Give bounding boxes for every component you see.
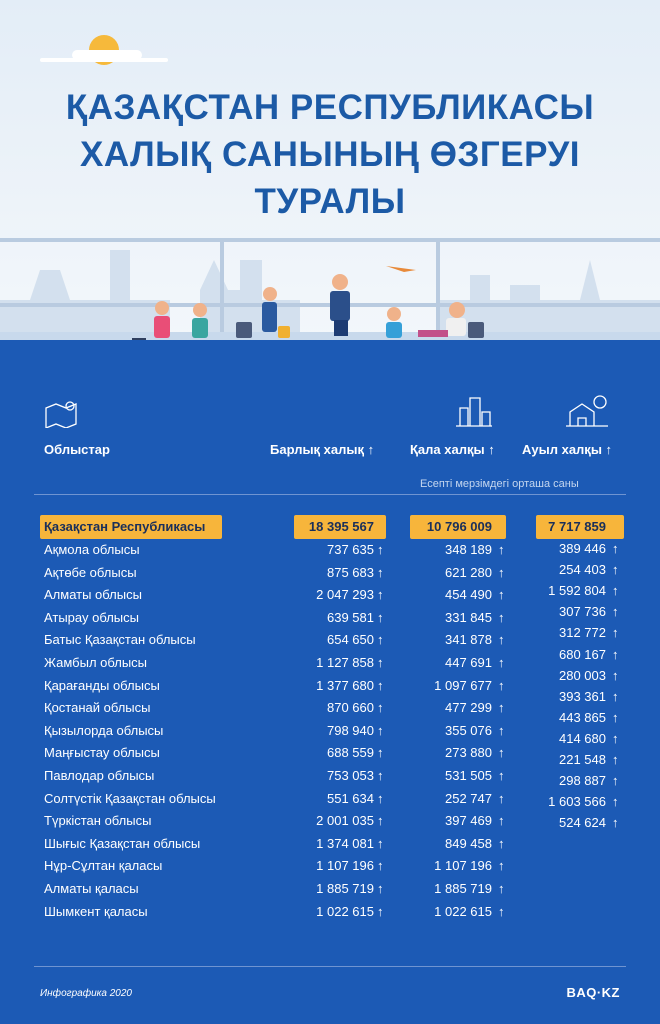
region-total: 551 634 xyxy=(327,790,374,806)
total-row-rural: 7 717 859 xyxy=(548,519,606,534)
total-row-total: 18 395 567 xyxy=(308,519,374,534)
cloud-icon xyxy=(72,50,142,60)
region-urban: 252 747 xyxy=(445,790,492,806)
column-header-regions: Облыстар xyxy=(44,442,110,457)
person-icon: ↑ xyxy=(612,667,619,683)
region-total: 654 650 xyxy=(327,632,374,648)
person-icon: ↑ xyxy=(377,609,384,625)
person-icon: ↑ xyxy=(498,858,505,874)
person-icon: ↑ xyxy=(612,604,619,620)
region-total: 1 377 680 xyxy=(316,677,374,693)
person-icon: ↑ xyxy=(498,700,505,716)
person-icon: ↑ xyxy=(377,813,384,829)
region-total: 1 374 081 xyxy=(316,835,374,851)
region-total: 2 001 035 xyxy=(316,813,374,829)
person-icon: ↑ xyxy=(367,442,375,457)
rural-value: 414 680 xyxy=(559,730,606,746)
person-icon: ↑ xyxy=(377,722,384,738)
region-name: Шымкент қаласы xyxy=(44,903,148,919)
region-urban: 1 107 196 xyxy=(434,858,492,874)
region-urban: 849 458 xyxy=(445,835,492,851)
person-icon: ↑ xyxy=(498,655,505,670)
person-icon: ↑ xyxy=(498,542,505,557)
map-icon xyxy=(44,398,84,428)
region-total: 2 047 293 xyxy=(316,587,374,603)
person-icon: ↑ xyxy=(377,677,384,693)
column-header-urban-label: Қала халқы xyxy=(410,442,485,457)
title-line-1: ҚАЗАҚСТАН РЕСПУБЛИКАСЫ xyxy=(65,88,595,127)
person-icon: ↑ xyxy=(612,688,619,704)
region-urban: 348 189 xyxy=(445,542,492,557)
city-icon xyxy=(454,394,494,428)
rural-value: 393 361 xyxy=(559,688,606,704)
person-icon: ↑ xyxy=(612,752,619,767)
region-urban: 1 885 719 xyxy=(434,881,492,896)
region-name: Түркістан облысы xyxy=(44,813,152,829)
rural-value: 312 772 xyxy=(559,625,606,641)
column-header-total xyxy=(270,442,374,457)
person-icon: ↑ xyxy=(377,903,384,919)
region-urban: 331 845 xyxy=(445,609,492,625)
region-name: Шығыс Қазақстан облысы xyxy=(44,835,201,851)
average-note: Есепті мерзімдегі орташа саны xyxy=(420,478,579,490)
rural-value: 389 446 xyxy=(559,541,606,556)
person-icon: ↑ xyxy=(498,903,505,919)
page-title xyxy=(0,84,660,225)
rural-value: 307 736 xyxy=(559,604,606,620)
column-header-rural-label: Ауыл халқы xyxy=(522,442,602,457)
region-urban: 447 691 xyxy=(445,655,492,670)
footer-divider xyxy=(34,966,626,967)
region-name: Алматы қаласы xyxy=(44,881,139,896)
region-urban: 1 097 677 xyxy=(434,677,492,693)
floor xyxy=(0,332,660,340)
person-icon: ↑ xyxy=(612,583,619,599)
person-icon: ↑ xyxy=(498,564,505,580)
person-icon: ↑ xyxy=(498,881,505,896)
rural-value: 280 003 xyxy=(559,667,606,683)
person-icon: ↑ xyxy=(612,815,619,831)
person-icon: ↑ xyxy=(612,625,619,641)
region-total: 737 635 xyxy=(327,542,374,557)
person-icon: ↑ xyxy=(377,700,384,716)
person-icon: ↑ xyxy=(605,442,613,457)
region-name: Ақмола облысы xyxy=(44,542,140,557)
person-icon: ↑ xyxy=(612,646,619,662)
person-icon: ↑ xyxy=(377,655,384,670)
region-urban: 397 469 xyxy=(445,813,492,829)
person-icon: ↑ xyxy=(498,587,505,603)
header-divider xyxy=(34,494,626,495)
region-name: Жамбыл облысы xyxy=(44,655,148,670)
person-icon: ↑ xyxy=(377,858,384,874)
person-icon: ↑ xyxy=(498,722,505,738)
region-total: 1 107 196 xyxy=(316,858,374,874)
rural-value: 524 624 xyxy=(559,815,606,831)
region-name: Солтүстік Қазақстан облысы xyxy=(44,790,216,806)
person-icon: ↑ xyxy=(612,773,619,789)
region-urban: 355 076 xyxy=(445,722,492,738)
person-icon: ↑ xyxy=(377,790,384,806)
region-urban: 621 280 xyxy=(445,564,492,580)
header-illustration xyxy=(0,0,660,340)
region-urban: 477 299 xyxy=(445,700,492,716)
village-icon xyxy=(564,392,610,428)
region-name: Қызылорда облысы xyxy=(44,722,164,738)
region-total: 1 127 858 xyxy=(316,655,374,670)
region-urban: 1 022 615 xyxy=(434,903,492,919)
region-total: 639 581 xyxy=(327,609,374,625)
region-urban: 273 880 xyxy=(445,745,492,761)
person-icon: ↑ xyxy=(498,835,505,851)
person-icon: ↑ xyxy=(612,730,619,746)
region-name: Қарағанды облысы xyxy=(44,677,160,693)
rural-value: 1 592 804 xyxy=(548,583,606,599)
person-icon: ↑ xyxy=(612,562,619,578)
region-total: 688 559 xyxy=(327,745,374,761)
person-icon: ↑ xyxy=(377,564,384,580)
region-name: Атырау облысы xyxy=(44,609,139,625)
region-name: Нұр-Сұлтан қаласы xyxy=(44,858,163,874)
total-row-name: Қазақстан Республикасы xyxy=(44,519,206,534)
person-icon: ↑ xyxy=(488,442,495,457)
column-header-urban xyxy=(410,442,495,457)
region-urban: 531 505 xyxy=(445,768,492,783)
region-total: 753 053 xyxy=(327,768,374,783)
person-icon: ↑ xyxy=(498,632,505,648)
region-total: 1 885 719 xyxy=(316,881,374,896)
title-line-2: ХАЛЫҚ САНЫНЫҢ ӨЗГЕРУІ xyxy=(80,135,580,174)
region-urban: 341 878 xyxy=(445,632,492,648)
person-icon: ↑ xyxy=(377,542,384,557)
person-icon: ↑ xyxy=(377,881,384,896)
person-icon: ↑ xyxy=(377,632,384,648)
region-urban: 454 490 xyxy=(445,587,492,603)
airplane-icon xyxy=(386,266,416,272)
rural-value: 298 887 xyxy=(559,773,606,789)
person-icon: ↑ xyxy=(377,745,384,761)
person-icon: ↑ xyxy=(498,677,505,693)
rural-value: 221 548 xyxy=(559,752,606,767)
rural-value: 680 167 xyxy=(559,646,606,662)
total-row-urban: 10 796 009 xyxy=(426,519,492,534)
person-icon: ↑ xyxy=(612,541,619,556)
region-name: Ақтөбе облысы xyxy=(44,564,137,580)
column-header-rural xyxy=(522,442,612,457)
person-icon: ↑ xyxy=(498,745,505,761)
person-icon: ↑ xyxy=(612,709,619,725)
title-line-3: ТУРАЛЫ xyxy=(254,182,406,221)
rural-value: 1 603 566 xyxy=(548,794,606,810)
rural-value: 443 865 xyxy=(559,709,606,725)
region-name: Алматы облысы xyxy=(44,587,142,603)
region-name: Маңғыстау облысы xyxy=(44,745,160,761)
region-total: 870 660 xyxy=(327,700,374,716)
column-header-total-label: Барлық халық xyxy=(270,442,364,457)
region-name: Қостанай облысы xyxy=(44,700,151,716)
person-icon: ↑ xyxy=(377,587,384,603)
person-icon: ↑ xyxy=(377,768,384,783)
person-icon: ↑ xyxy=(498,790,505,806)
person-icon: ↑ xyxy=(377,835,384,851)
region-total: 875 683 xyxy=(327,564,374,580)
region-total: 1 022 615 xyxy=(316,903,374,919)
region-name: Батыс Қазақстан облысы xyxy=(44,632,196,648)
person-icon: ↑ xyxy=(612,794,619,810)
brand-logo: BAQ·KZ xyxy=(566,985,620,1000)
person-icon: ↑ xyxy=(498,813,505,829)
region-total: 798 940 xyxy=(327,722,374,738)
rural-value: 254 403 xyxy=(559,562,606,578)
person-icon: ↑ xyxy=(498,609,505,625)
infographic-credit: Инфографика 2020 xyxy=(40,988,132,999)
person-icon: ↑ xyxy=(498,768,505,783)
region-name: Павлодар облысы xyxy=(44,768,155,783)
